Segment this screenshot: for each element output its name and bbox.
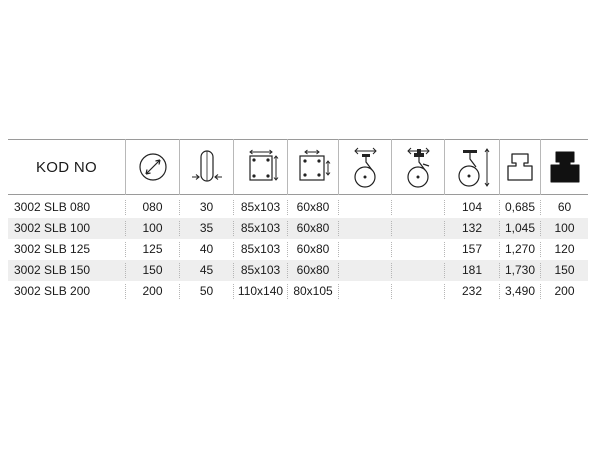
- cell-plate: 85x103: [240, 200, 281, 214]
- cell-holes: 60x80: [296, 242, 330, 256]
- cell-diameter: 080: [142, 200, 163, 214]
- cell-load: 100: [554, 221, 575, 235]
- cell-holes: 60x80: [296, 263, 330, 277]
- cell-brake: [392, 281, 444, 302]
- cell-code: 3002 SLB 150: [14, 263, 91, 277]
- cell-load: 120: [554, 242, 575, 256]
- cell-swivel: [339, 218, 391, 239]
- cell-swivel: [339, 239, 391, 260]
- cell-width: 35: [199, 221, 214, 235]
- cell-weight: 3,490: [504, 284, 536, 298]
- cell-height: 104: [461, 200, 483, 214]
- header-swivel-cell: [339, 139, 391, 195]
- cell-height: 232: [461, 284, 483, 298]
- cell-height: 132: [461, 221, 483, 235]
- cell-code: 3002 SLB 125: [14, 242, 91, 256]
- header-brake-cell: [392, 139, 444, 195]
- cell-swivel: [339, 281, 391, 302]
- cell-brake: [392, 218, 444, 239]
- header-plate-cell: [234, 139, 287, 195]
- header-width-cell: [180, 139, 233, 195]
- product-spec-table: [8, 139, 588, 298]
- cell-weight: 1,270: [504, 242, 536, 256]
- overall-height-icon: [452, 145, 492, 189]
- cell-code: 3002 SLB 200: [14, 284, 91, 298]
- cell-plate: 85x103: [240, 263, 281, 277]
- cell-holes: 60x80: [296, 200, 330, 214]
- cell-weight: 1,045: [504, 221, 536, 235]
- code-column-label: KOD NO: [36, 158, 97, 176]
- cell-swivel: [339, 197, 391, 218]
- cell-width: 45: [199, 263, 214, 277]
- cell-width: 50: [199, 284, 214, 298]
- table-body: [8, 197, 588, 302]
- cell-holes: 80x105: [293, 284, 333, 298]
- header-diameter-cell: [126, 139, 179, 195]
- cell-holes: 60x80: [296, 221, 330, 235]
- cell-diameter: 125: [142, 242, 163, 256]
- swivel-caster-with-brake-icon: [401, 145, 435, 189]
- weight-icon: [505, 151, 535, 183]
- cell-plate: 85x103: [240, 242, 281, 256]
- cell-code: 3002 SLB 100: [14, 221, 91, 235]
- cell-weight: 0,685: [504, 200, 536, 214]
- header-code-cell: [8, 139, 125, 195]
- cell-brake: [392, 239, 444, 260]
- table-row: [8, 260, 588, 281]
- cell-load: 60: [557, 200, 572, 214]
- table-header: [8, 139, 588, 195]
- cell-diameter: 150: [142, 263, 163, 277]
- load-capacity-icon: [549, 150, 581, 184]
- swivel-caster-icon: [348, 145, 382, 189]
- header-height-cell: [445, 139, 499, 195]
- table-row: [8, 197, 588, 218]
- bolt-hole-spacing-icon: [295, 149, 331, 185]
- header-load-cell: [541, 139, 588, 195]
- cell-width: 30: [199, 200, 214, 214]
- table-row: [8, 218, 588, 239]
- wheel-width-icon: [190, 147, 224, 187]
- top-plate-size-icon: [243, 149, 279, 185]
- wheel-diameter-icon: [137, 151, 169, 183]
- header-weight-cell: [500, 139, 540, 195]
- cell-height: 181: [461, 263, 483, 277]
- cell-code: 3002 SLB 080: [14, 200, 91, 214]
- cell-load: 150: [554, 263, 575, 277]
- table-row: [8, 281, 588, 302]
- cell-swivel: [339, 260, 391, 281]
- cell-plate: 110x140: [237, 284, 284, 298]
- header-holes-cell: [288, 139, 338, 195]
- cell-plate: 85x103: [240, 221, 281, 235]
- cell-diameter: 100: [142, 221, 163, 235]
- cell-weight: 1,730: [504, 263, 536, 277]
- cell-diameter: 200: [142, 284, 163, 298]
- cell-width: 40: [199, 242, 214, 256]
- cell-height: 157: [461, 242, 483, 256]
- cell-brake: [392, 260, 444, 281]
- cell-brake: [392, 197, 444, 218]
- table-row: [8, 239, 588, 260]
- cell-load: 200: [554, 284, 575, 298]
